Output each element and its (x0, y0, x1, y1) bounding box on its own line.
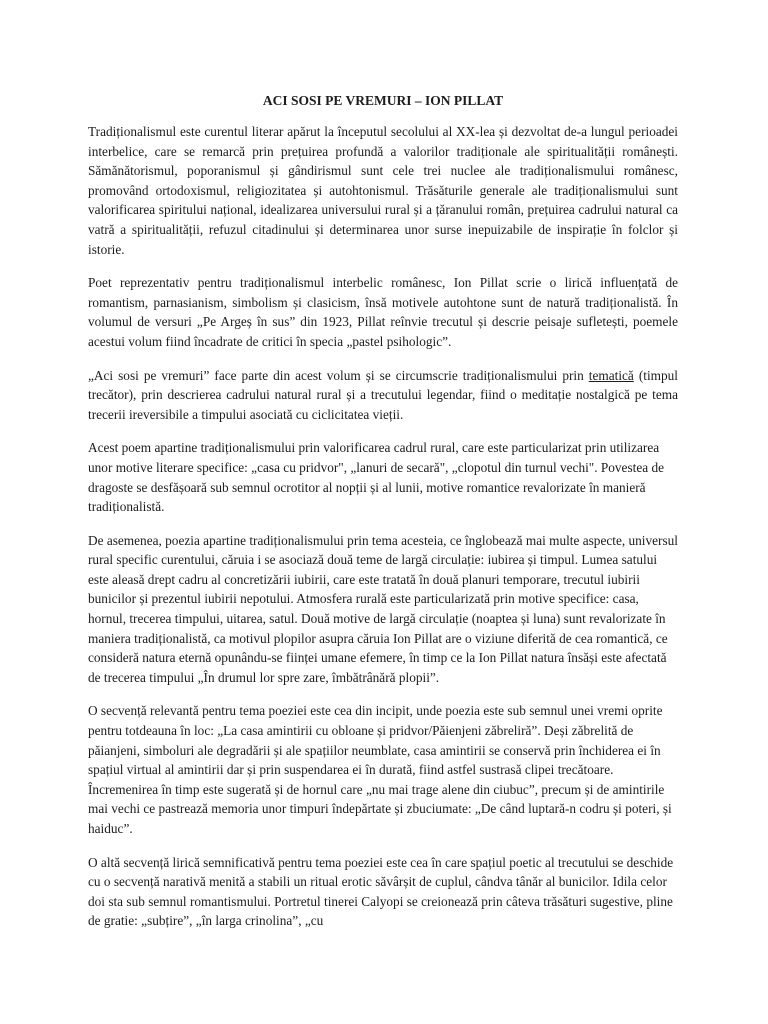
paragraph-theme: De asemenea, poezia apartine tradiționalismului prin tema acesteia, ce înglobează mai multe aspecte, universul rural specific curentului, căruia i se asociază două teme de largă circulație: iubirea și timpul. Lumea satului este aleasă drept cadru al concretizării iubirii, care este tratată în două planuri temporare, trecutul iubirii bunicilor și prezentul iubirii nepotului. Atmosfera rurală este particularizată prin motive specifice: casa, hornul, trecerea timpului, uitarea, satul. Două motive de largă circulație (noaptea și luna) sunt revalorizate în maniera tradiționalistă, ca motivul plopilor asupra căruia Ion Pillat are o viziune diferită de cea romantică, ce consideră natura eternă opunându-se ființei umane efemere, în timp ce la Ion Pillat natura însăși este afectată de trecerea timpului „În drumul lor spre zare, îmbătrânără plopii”. (88, 532, 678, 685)
underlined-term: tematică (588, 367, 634, 383)
paragraph-volume-context (88, 366, 678, 425)
paragraph-incipit-sequence: O secvență relevantă pentru tema poeziei este cea din incipit, unde poezia este sub semnul unei vremi oprite pentru totdeauna în loc: „La casa amintirii cu obloane și pridvor/Păienjeni zăbreliră”. Deși zăbrelită de păianjeni, simboluri ale degradării și ale spațiilor neumblate, casa amintirii se conservă prin închiderea ei în spațiul virtual al amintirii dar și prin suspendarea ei în durată, fiind astfel sustrasă clipei trecătoare. Încremenirea în timp este sugerată și de hornul care „nu mai trage alene din ciubuc”, precum și de amintirile mai vechi ce pastrează memoria unor timpuri îndepărtate și zbuciumate: „De când luptară-n codru și poteri, și haiduc”. (88, 703, 672, 836)
paragraph-rural-setting: Acest poem apartine tradiționalismului prin valorificarea cadrul rural, care este particularizat prin utilizarea unor motive literare specifice: „casa cu pridvor", „lanuri de secară", „clopotul din turnul vechi". Povestea de dragoste se desfășoară sub semnul ocrotitor al nopții și al lunii, motive romantice revalorizate în manieră tradiționalistă. (88, 440, 665, 515)
document-title: ACI SOSI PE VREMURI – ION PILLAT (262, 93, 504, 108)
paragraph-traditionalism-definition: Tradiționalismul este curentul literar apărut la începutul secolului al XX-lea și dezvoltat de-a lungul perioadei interbelice, care se remarcă prin prețuirea profundă a valorilor tradiționale ale spiritualității românești. Sămănătorismul, poporanismul și gândirismul sunt cele trei nuclee ale tradiționalismului românesc, promovând ortodoxismul, religiozitatea și autohtonismul. Trăsăturile generale ale tradiționalismului sunt valorificarea spiritului național, idealizarea universului rural și a țăranului român, prețuirea cadrului natural ca vatră a spiritualității, refuzul citadinului și determinarea unor surse inepuizabile de inspirație în folclor și istorie. (88, 124, 678, 257)
paragraph-volume-text-end: (timpul trecător), prin descrierea cadrului natural rural și a trecutului legendar, fiind o meditație nostalgică pe tema trecerii ireversibile a timpului asociată cu ciclicitatea vieții. (88, 367, 678, 422)
paragraph-second-sequence: O altă secvență lirică semnificativă pentru tema poeziei este cea în care spațiul poetic al trecutului se deschide cu o secvență narativă menită a stabili un ritual erotic săvârșit de cuplul, cândva tânăr al bunicilor. Idila celor doi sta sub semnul romantismului. Portretul tinerei Calyopi se creionează prin câteva trăsături sugestive, pline de gratie: „subțire”, „în larga crinolina”, „cu (88, 854, 674, 929)
document-page (88, 91, 678, 945)
paragraph-volume-text-start: „Aci sosi pe vremuri” face parte din acest volum și se circumscrie tradiționalismului prin (88, 367, 589, 383)
paragraph-ion-pillat: Poet reprezentativ pentru tradiționalismul interbelic românesc, Ion Pillat scrie o lirică influențată de romantism, parnasianism, simbolism și clasicism, însă motivele autohtone sunt de natură tradiționalistă. În volumul de versuri „Pe Argeș în sus” din 1923, Pillat reînvie trecutul și descrie peisaje sufletești, poemele acestui volum fiind încadrate de critici în specia „pastel psihologic”. (88, 275, 678, 349)
